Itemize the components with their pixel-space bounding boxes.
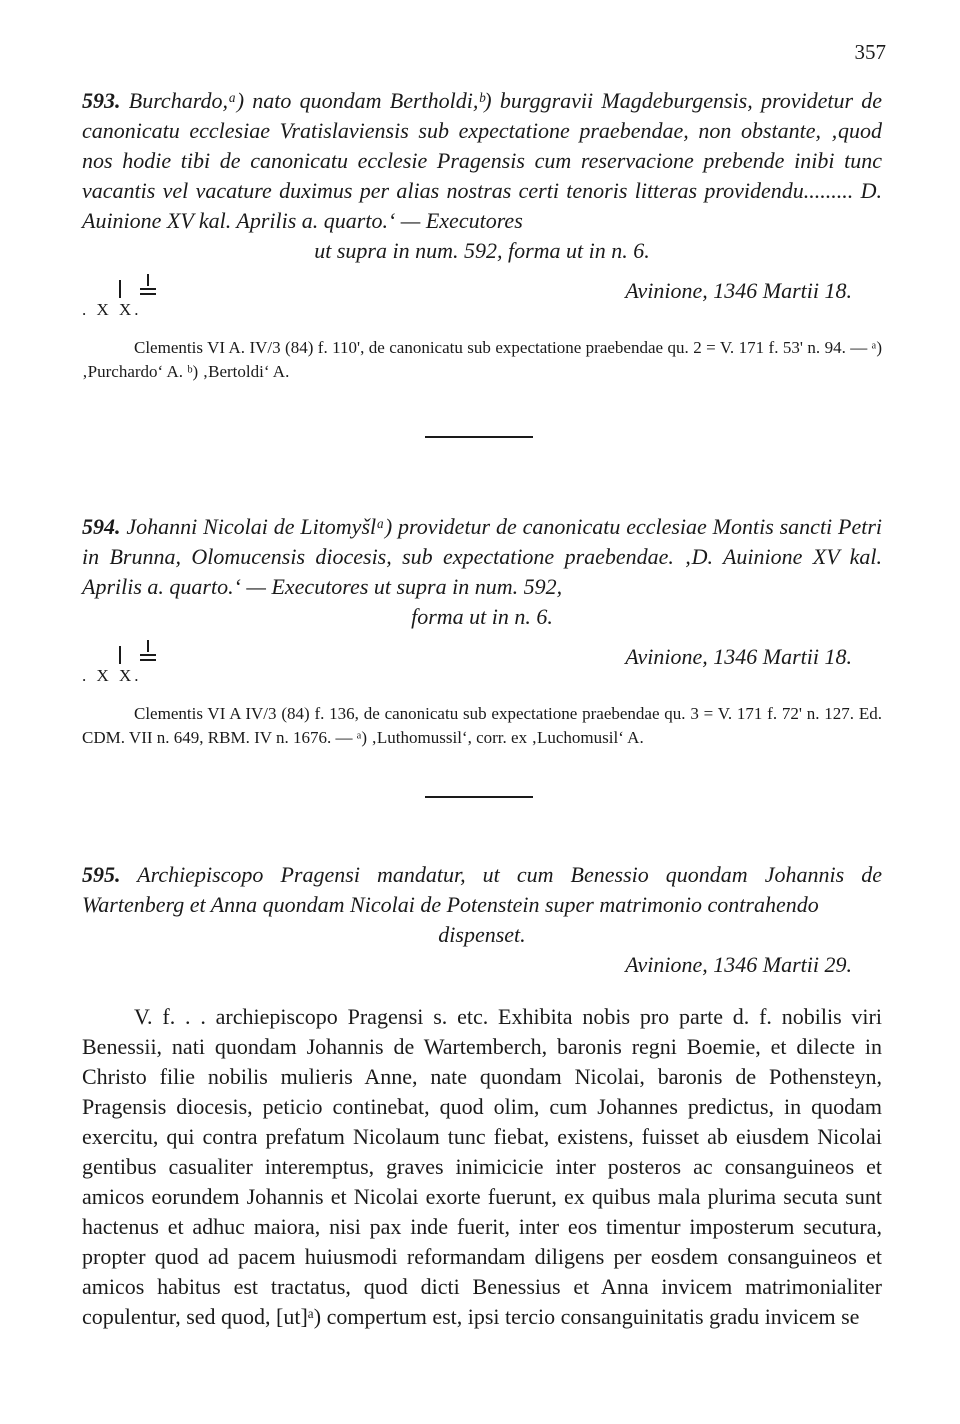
entry-regest	[82, 860, 882, 920]
entry-tail: ut supra in num. 592, forma ut in n. 6.	[314, 238, 650, 263]
entry-date: Avinione, 1346 Martii 18.	[625, 644, 852, 669]
chancery-sigla: . X X.	[82, 266, 162, 326]
source-note: Clementis VI A. IV/3 (84) f. 110', de canonicatu sub expectatione praebendae qu. 2 = V. 171 f. 53' n. 94. — ᵃ) ‚Purchardo‘ A. ᵇ) ‚Bertoldi‘ A.	[82, 338, 882, 381]
entry-595	[82, 860, 882, 1332]
entry-tail: dispenset.	[438, 922, 526, 947]
entry-number: 595.	[82, 862, 121, 887]
page-number: 357	[854, 40, 886, 64]
datum-row	[82, 266, 882, 326]
entry-text: Burchardo,ᵃ) nato quondam Bertholdi,ᵇ) burggravii Magdeburgensis, providetur de canonicatu ecclesiae Vratislaviensis sub expectatione praebendae, non obstante, ‚quod nos hodie tibi de canonicatu ecclesie Pragensis cum reservacione prebende inibi tunc vacantis vel vacature duximus per alias nostras certi tenoris litteras providendu......... D. Auinione XV kal. Aprilis a. quarto.‘ — Executores	[82, 88, 883, 233]
source-note: Clementis VI A IV/3 (84) f. 136, de canonicatu sub expectatione praebendae qu. 3 = V. 171 f. 72' n. 127. Ed. CDM. VII n. 649, RBM. IV n. 1676. — ᵃ) ‚Luthomussil‘, corr. ex ‚Luchomusil‘ A.	[82, 704, 882, 747]
entry-regest	[82, 86, 882, 236]
section-divider	[425, 796, 533, 798]
entry-regest	[82, 512, 882, 602]
section-divider	[425, 436, 533, 438]
entry-text: Johanni Nicolai de Litomyšlᵃ) providetur de canonicatu ecclesiae Montis sancti Petri in Brunna, Olomucensis diocesis, sub expectatione praebendae. ‚D. Auinione XV kal. Aprilis a. quarto.‘ — Executores ut supra in num. 592,	[82, 514, 883, 599]
entry-date: Avinione, 1346 Martii 29.	[625, 952, 852, 977]
entry-number: 593.	[82, 88, 121, 113]
document-body: V. f. . . archiepiscopo Pragensi s. etc. Exhibita nobis pro parte d. f. nobilis viri Benessii, nati quondam Johannis de Wartemberch, baronis regni Boemie, et dilecte in Christo filie nobilis mulieris Anne, nate quondam Nicolai, baronis de Pothensteyn, Pragensis diocesis, peticio continebat, quod olim, cum Johannes predictus, in quodam exercitu, qui contra prefatum Nicolaum tunc fiebat, existens, fuisset ab eiusdem Nicolai gentibus casualiter interemptus, graves inimicicie inter posteros ac consanguineos et amicos eorundem Johannis et Nicolai exorte fuerunt, ex quibus mala plurima secuta sunt hactenus et adhuc maiora, nisi pax inde fuerit, inter eos timentur imposterum secutura, propter quod ad pacem huiusmodi reformandam diligens per eosdem consanguineos et amicos habitus est tractatus, quod dicti Benessius et Anna invicem matrimonialiter copulentur, sed quod, [ut]ᵃ) compertum est, ipsi tercio consanguinitatis gradu invicem se	[82, 1004, 882, 1329]
entry-date: Avinione, 1346 Martii 18.	[625, 278, 852, 303]
chancery-sigla: . X X.	[82, 632, 162, 692]
entry-594	[82, 512, 882, 750]
entry-number: 594.	[82, 514, 121, 539]
entry-text: Archiepiscopo Pragensi mandatur, ut cum Benessio quondam Johannis de Wartenberg et Anna quondam Nicolai de Potenstein super matrimonio contrahendo	[82, 862, 883, 917]
datum-row	[82, 632, 882, 692]
entry-tail: forma ut in n. 6.	[411, 604, 553, 629]
entry-593	[82, 86, 882, 384]
